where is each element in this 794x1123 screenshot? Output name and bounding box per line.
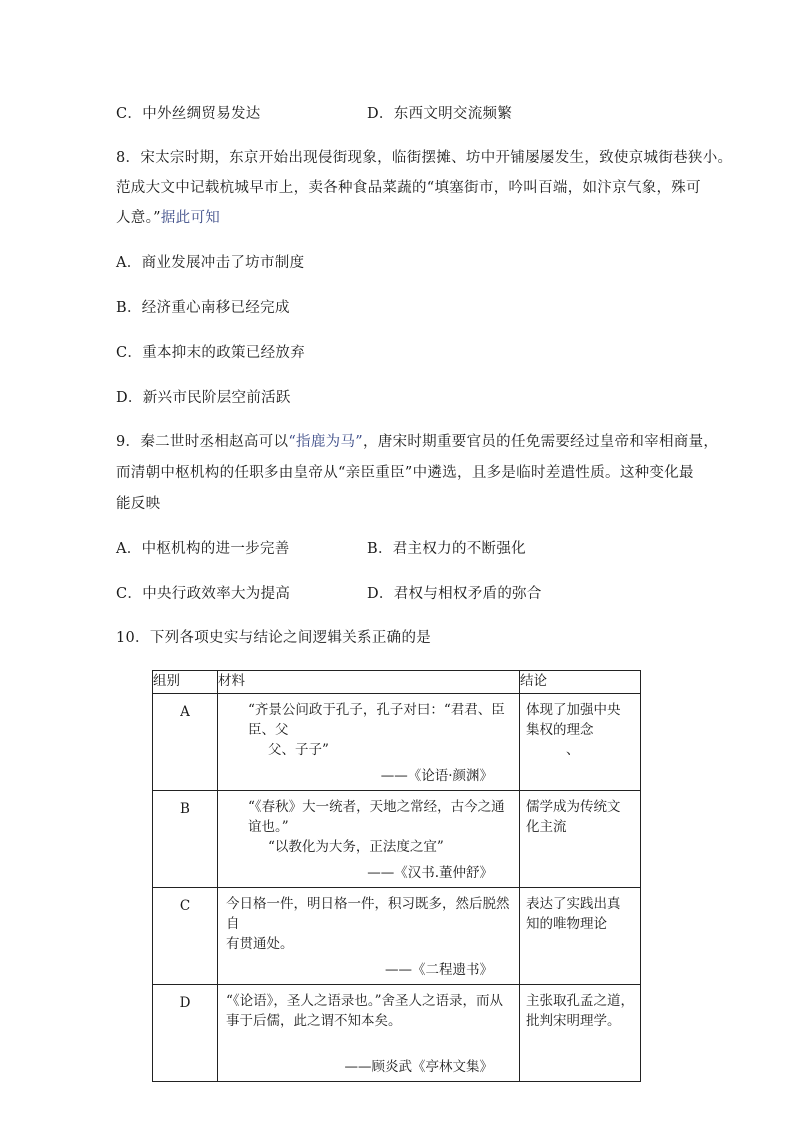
row-d-group: D xyxy=(153,985,218,1082)
q9-stem-quote: “指鹿为马” xyxy=(288,434,363,450)
row-a-conclusion xyxy=(520,694,641,791)
q9-stem-line-3: 能反映 xyxy=(116,496,161,512)
q10-stem: 10．下列各项史实与结论之间逻辑关系正确的是 xyxy=(116,630,432,646)
q9-stem-line-1-pre: 9．秦二世时丞相赵高可以 xyxy=(116,434,289,450)
q7-option-c: C．中外丝绸贸易发达 xyxy=(116,106,261,122)
row-a-group: A xyxy=(153,694,218,791)
row-b-line-2: “以教化为大务，正法度之宜” xyxy=(268,839,444,855)
row-d-material xyxy=(218,985,520,1082)
row-d-source: ——顾炎武《亭林文集》 xyxy=(344,1059,493,1075)
q7-option-d: D．东西文明交流频繁 xyxy=(367,106,513,122)
header-conclusion: 结论 xyxy=(520,671,641,694)
q9-option-a: A．中枢机构的进一步完善 xyxy=(116,541,290,557)
table-row-b xyxy=(153,791,641,888)
row-c-conclusion-line-2: 知的唯物理论 xyxy=(526,916,607,932)
row-c-line-1: 今日格一件，明日格一件，积习既多，然后脱然自 xyxy=(226,896,510,932)
row-d-conclusion-line-1: 主张取孔孟之道， xyxy=(526,993,634,1009)
row-a-source: ——《论语·颜渊》 xyxy=(380,768,493,784)
row-a-material xyxy=(218,694,520,791)
q9-option-d: D．君权与相权矛盾的弥合 xyxy=(367,586,542,602)
row-a-line-1: “齐景公问政于孔子，孔子对曰：“君君、臣臣、父 xyxy=(248,702,505,738)
row-c-material xyxy=(218,888,520,985)
table-row-a xyxy=(153,694,641,791)
row-b-conclusion-line-1: 儒学成为传统文 xyxy=(526,799,621,815)
header-material: 材料 xyxy=(218,671,520,694)
header-group: 组别 xyxy=(153,671,218,694)
row-b-source: ——《汉书.董仲舒》 xyxy=(367,865,493,881)
row-c-line-2: 有贯通处。 xyxy=(226,936,294,952)
q8-stem-line-3 xyxy=(116,208,220,228)
row-c-group: C xyxy=(153,888,218,985)
q8-option-a: A．商业发展冲击了坊市制度 xyxy=(116,255,305,271)
q9-stem-line-1 xyxy=(116,432,718,452)
row-b-material xyxy=(218,791,520,888)
row-b-line-1: “《春秋》大一统者，天地之常经，古今之通谊也。” xyxy=(248,799,505,835)
q8-option-b: B．经济重心南移已经完成 xyxy=(116,300,290,316)
q8-option-c: C．重本抑末的政策已经放弃 xyxy=(116,345,305,361)
row-b-group: B xyxy=(153,791,218,888)
row-c-source: ——《二程遗书》 xyxy=(385,962,493,978)
row-c-conclusion-line-1: 表达了实践出真 xyxy=(526,896,621,912)
q10-table xyxy=(152,670,641,1082)
row-d-line-1: “《论语》，圣人之语录也。”舍圣人之语录，而从 xyxy=(226,993,504,1009)
q9-stem-line-2: 而清朝中枢机构的任职多由皇帝从“亲臣重臣”中遴选，且多是临时差遣性质。这种变化最 xyxy=(116,465,694,481)
q8-option-d: D．新兴市民阶层空前活跃 xyxy=(116,390,291,406)
table-row-c xyxy=(153,888,641,985)
table-row-d xyxy=(153,985,641,1082)
row-a-conclusion-line-1: 体现了加强中央 xyxy=(526,702,621,718)
q9-option-b: B．君主权力的不断强化 xyxy=(367,541,526,557)
q8-stem-tail: 据此可知 xyxy=(160,210,221,226)
q8-stem-line-2: 范成大文中记载杭城早市上，卖各种食品菜蔬的“填塞街市，吟叫百端，如汴京气象，殊可 xyxy=(116,180,701,196)
table-header-row xyxy=(153,671,641,694)
row-d-conclusion xyxy=(520,985,641,1082)
row-c-conclusion xyxy=(520,888,641,985)
q9-stem-line-1-post: ，唐宋时期重要官员的任免需要经过皇帝和宰相商量， xyxy=(362,434,719,450)
row-a-line-2: 父、子子” xyxy=(268,742,329,758)
row-b-conclusion-line-2: 化主流 xyxy=(526,819,567,835)
row-a-conclusion-line-2: 集权的理念 xyxy=(526,722,594,738)
row-b-conclusion xyxy=(520,791,641,888)
row-a-conclusion-mark: 、 xyxy=(566,742,580,758)
q8-stem-line-1: 8．宋太宗时期，东京开始出现侵街现象，临街摆摊、坊中开铺屡屡发生，致使京城街巷狭小。 xyxy=(116,150,733,166)
q9-option-c: C．中央行政效率大为提高 xyxy=(116,586,291,602)
q8-stem-line-3-text: 人意。” xyxy=(116,210,161,226)
row-d-conclusion-line-2: 批判宋明理学。 xyxy=(526,1013,621,1029)
row-d-line-2: 事于后儒，此之谓不知本矣。 xyxy=(226,1013,402,1029)
